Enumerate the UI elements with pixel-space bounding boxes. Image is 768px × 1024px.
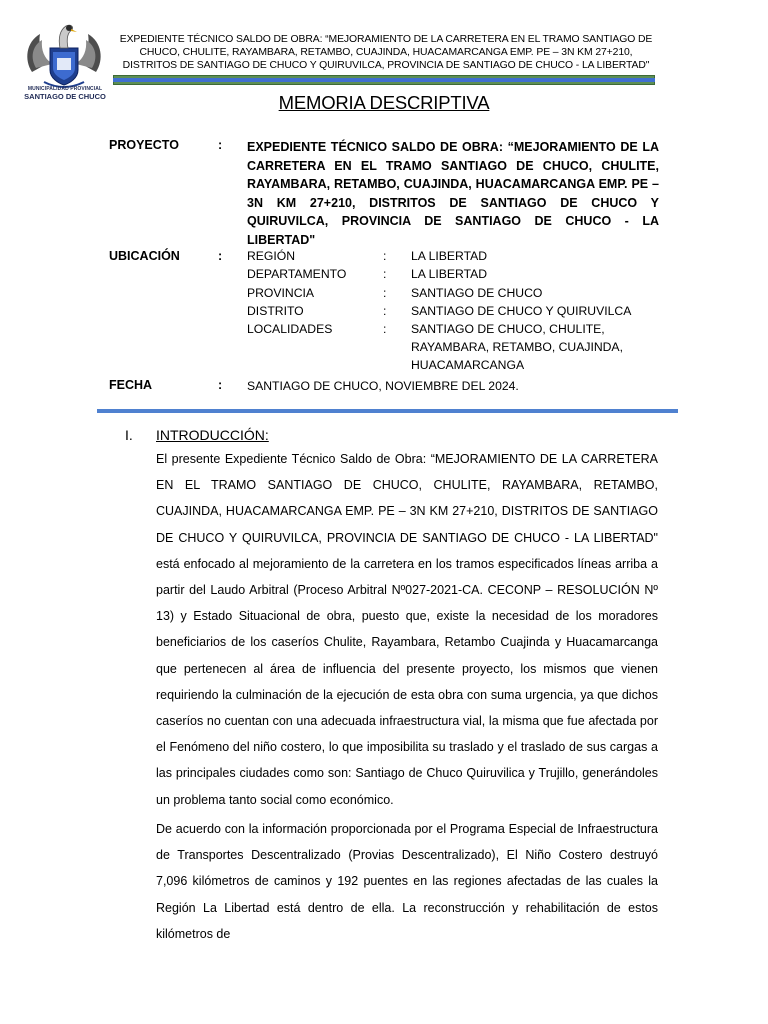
running-header: EXPEDIENTE TÉCNICO SALDO DE OBRA: “MEJORAMIENTO DE LA CARRETERA EN EL TRAMO SANTIAGO DE CHUCO, CHULITE, RAYAMBARA, RETAMBO, CUAJINDA, HUACAMARCANGA EMP. PE – 3N KM 27+210, DISTRITOS DE SANTIAGO DE CHUCO Y QUIRUVILCA, PROVINCIA DE SANTIAGO DE CHUCO - LA LIBERTAD" bbox=[119, 34, 653, 71]
ubicacion-colon-provincia: : bbox=[383, 286, 387, 300]
fecha-colon: : bbox=[218, 378, 223, 392]
proyecto-value: EXPEDIENTE TÉCNICO SALDO DE OBRA: “MEJORAMIENTO DE LA CARRETERA EN EL TRAMO SANTIAGO DE CHUCO, CHULITE, RAYAMBARA, RETAMBO, CUAJINDA, HUACAMARCANGA EMP. PE – 3N KM 27+210, DISTRITOS DE SANTIAGO DE CHUCO Y QUIRUVILCA, PROVINCIA DE SANTIAGO DE CHUCO - LA LIBERTAD" bbox=[247, 140, 659, 247]
ubicacion-key-localidades: LOCALIDADES bbox=[247, 322, 333, 336]
proyecto-label: PROYECTO bbox=[109, 138, 179, 152]
ubicacion-colon-distrito: : bbox=[383, 304, 387, 318]
ubicacion-colon: : bbox=[218, 249, 223, 263]
section-title: INTRODUCCIÓN: bbox=[156, 427, 269, 443]
ubicacion-colon-region: : bbox=[383, 249, 387, 263]
intro-paragraph-2: De acuerdo con la información proporcionada por el Programa Especial de Infraestructura de Transportes Descentralizado (Provias Descentralizado), El Niño Costero destruyó 7,096 kilómetros de caminos y 192 puentes en las regiones afectadas de las cuales la Región La Libertad está dentro de ella. La reconstrucción y rehabilitación de estos kilómetros de bbox=[156, 822, 658, 941]
ubicacion-value-departamento: LA LIBERTAD bbox=[411, 267, 488, 281]
ubicacion-key-region: REGIÓN bbox=[247, 249, 296, 263]
ubicacion-label: UBICACIÓN bbox=[109, 249, 180, 263]
proyecto-colon: : bbox=[218, 138, 223, 152]
ubicacion-value-distrito: SANTIAGO DE CHUCO Y QUIRUVILCA bbox=[411, 304, 632, 318]
ubicacion-key-departamento: DEPARTAMENTO bbox=[247, 267, 347, 281]
ubicacion-value-region: LA LIBERTAD bbox=[411, 249, 488, 263]
ubicacion-colon-localidades: : bbox=[383, 322, 387, 336]
ubicacion-value-provincia: SANTIAGO DE CHUCO bbox=[411, 286, 543, 300]
ubicacion-colon-departamento: : bbox=[383, 267, 387, 281]
ubicacion-key-distrito: DISTRITO bbox=[247, 304, 304, 318]
logo-caption-municipality: MUNICIPALIDAD PROVINCIAL bbox=[27, 86, 103, 92]
document-title: MEMORIA DESCRIPTIVA bbox=[278, 92, 490, 113]
intro-paragraph-1: El presente Expediente Técnico Saldo de Obra: “MEJORAMIENTO DE LA CARRETERA EN EL TRAMO SANTIAGO DE CHUCO, CHULITE, RAYAMBARA, RETAMBO, CUAJINDA, HUACAMARCANGA EMP. PE – 3N KM 27+210, DISTRITOS DE SANTIAGO DE CHUCO Y QUIRUVILCA, PROVINCIA DE SANTIAGO DE CHUCO - LA LIBERTAD" está enfocado al mejoramiento de la carretera en los tramos especificados líneas arriba a partir del Laudo Arbitral (Proceso Arbitral Nº027-2021-CA. CECONP – RESOLUCIÓN Nº 13) y Estado Situacional de obra, puesto que, existe la necesidad de los moradores beneficiarios de los caseríos Chulite, Rayambara, Retambo Cuajinda y Huacamarcanga que pertenecen al área de influencia del presente proyecto, los mismos que vienen requiriendo la culminación de la ejecución de esta obra con suma urgencia, ya que dichos caseríos no cuentan con una adecuada infraestructura vial, la misma que fue afectada por el Fenómeno del niño costero, lo que imposibilita su traslado y el traslado de sus cargas a las principales ciudades como son: Santiago de Chuco Quiruvilica y Trujillo, generándoles un problema tanto social como económico. bbox=[156, 452, 658, 807]
ubicacion-key-provincia: PROVINCIA bbox=[247, 286, 315, 300]
section-number: I. bbox=[125, 427, 133, 443]
header-rule-inner bbox=[113, 78, 655, 82]
section-separator bbox=[97, 409, 678, 413]
fecha-value: SANTIAGO DE CHUCO, NOVIEMBRE DEL 2024. bbox=[247, 379, 519, 393]
logo-caption-city: SANTIAGO DE CHUCO bbox=[24, 92, 106, 101]
ubicacion-value-localidades: SANTIAGO DE CHUCO, CHULITE, RAYAMBARA, RETAMBO, CUAJINDA, HUACAMARCANGA bbox=[411, 322, 623, 372]
fecha-label: FECHA bbox=[109, 378, 153, 392]
